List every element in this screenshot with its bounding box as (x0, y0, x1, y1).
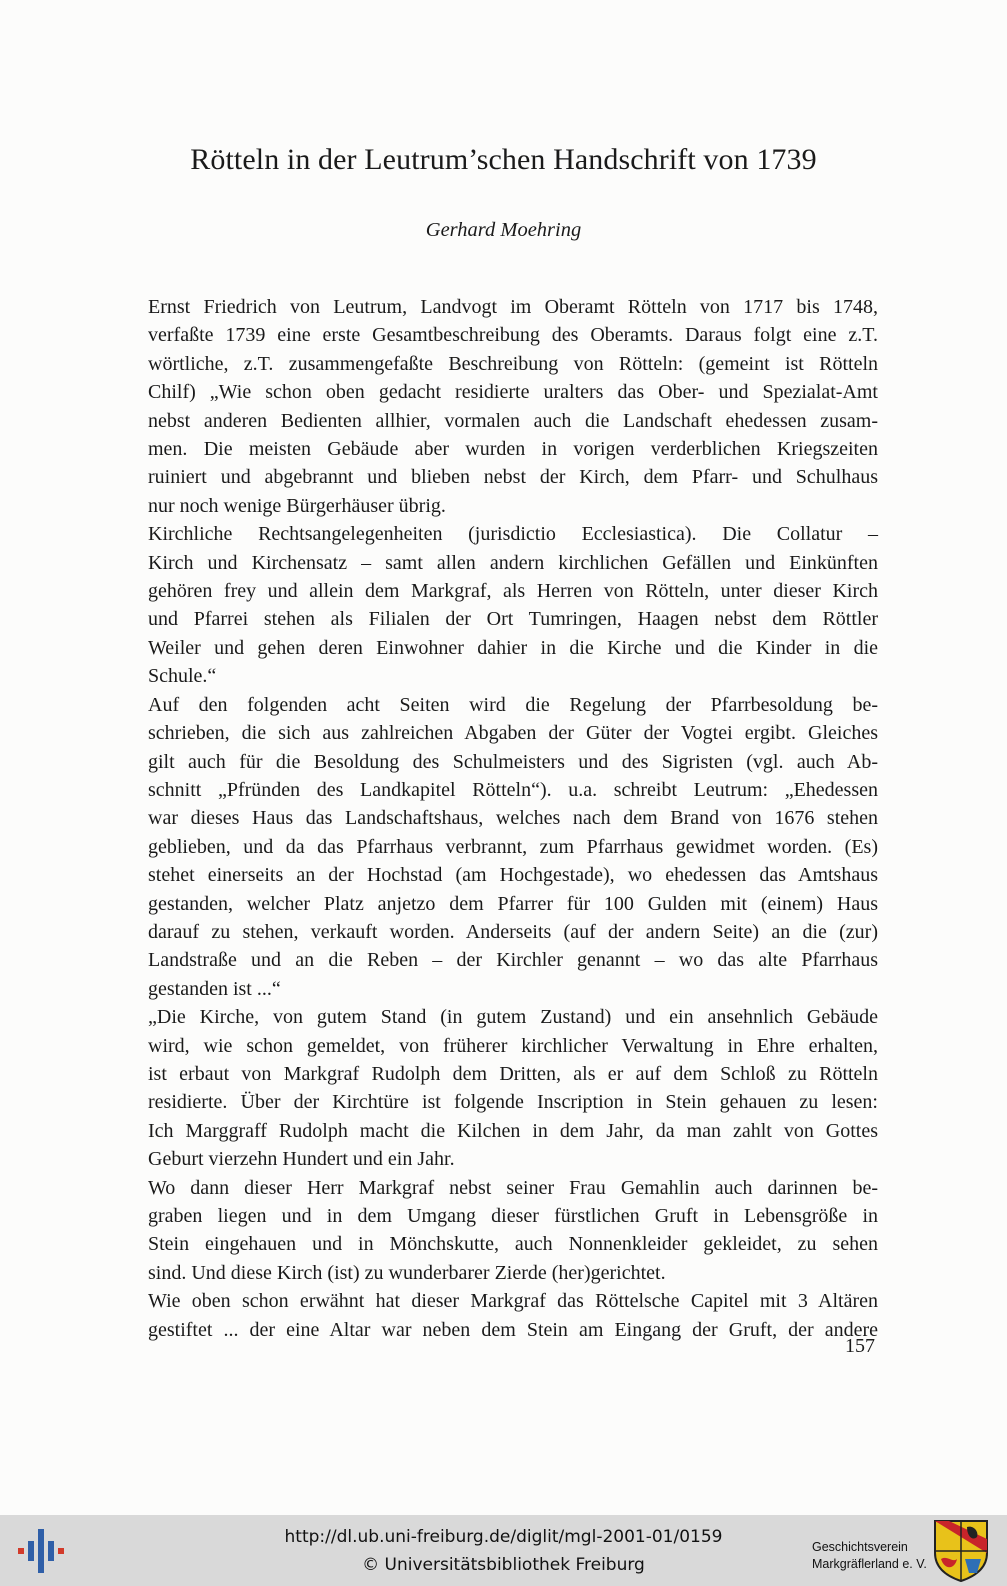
paragraph (131, 1174, 878, 1288)
footer-url-link[interactable]: http://dl.ub.uni-freiburg.de/diglit/mgl-2001-01/0159 (284, 1527, 723, 1547)
text-line: wird, wie schon gemeldet, von früherer kirchlicher Verwaltung in Ehre erhalten, (148, 1034, 878, 1057)
document-author: Gerhard Moehring (425, 219, 582, 241)
text-line: Kirchliche Rechtsangelegenheiten (jurisdictio Ecclesiastica). Die Collatur – (148, 523, 878, 546)
coat-of-arms-icon (933, 1519, 989, 1583)
text-line: residierte. Über der Kirchtüre ist folgende Inscription in Stein gehauen zu lesen: (148, 1091, 878, 1114)
text-line: Chilf) „Wie schon oben gedacht residierte uralters das Ober- und Spezialat-Amt (148, 381, 878, 404)
text-line: Auf den folgenden acht Seiten wird die Regelung der Pfarrbesoldung be- (148, 693, 878, 716)
document-title: Rötteln in der Leutrum’schen Handschrift von 1739 (190, 143, 817, 176)
text-line: nebst anderen Bedienten allhier, vormalen auch die Landschaft ehedessen zusam- (148, 409, 878, 432)
text-line: stehet einerseits an der Hochstad (am Hochgestade), wo ehedessen das Amtshaus (148, 864, 878, 887)
text-line: Ernst Friedrich von Leutrum, Landvogt im Oberamt Rötteln von 1717 bis 1748, (148, 296, 878, 318)
text-line: „Die Kirche, von gutem Stand (in gutem Zustand) und ein ansehnlich Gebäude (148, 1006, 878, 1029)
text-line: darauf zu stehen, verkauft worden. Anderseits (auf der andern Seite) an die (zur) (148, 920, 878, 943)
text-line: Ich Marggraff Rudolph macht die Kilchen in dem Jahr, da man zahlt von Gottes (148, 1119, 878, 1142)
society-line-2: Markgräflerland e. V. (812, 1557, 927, 1571)
text-line: und Pfarrei stehen als Filialen der Ort Tumringen, Haagen nebst dem Röttler (148, 608, 878, 631)
text-line: gehören frey und allein dem Markgraf, als Herren von Rötteln, unter dieser Kirch (148, 580, 878, 603)
text-line: wörtliche, z.T. zusammengefaßte Beschreibung von Rötteln: (gemeint ist Rötteln (148, 352, 878, 375)
text-line: gestiftet ... der eine Altar war neben dem Stein am Eingang der Gruft, der andere (148, 1318, 878, 1341)
text-line: war dieses Haus das Landschaftshaus, welches nach dem Brand von 1676 stehen (148, 807, 878, 830)
paragraph (131, 1287, 878, 1344)
text-line: Landstraße und an die Reben – der Kirchler genannt – wo das alte Pfarrhaus (148, 949, 878, 972)
text-line: graben liegen und in dem Umgang dieser fürstlichen Gruft in Lebensgröße in (148, 1205, 878, 1227)
paragraph (131, 691, 878, 1003)
society-line-1: Geschichtsverein (812, 1540, 908, 1554)
footer-bar (0, 1515, 1007, 1586)
text-line: Kirch und Kirchensatz – samt allen andern kirchlichen Gefällen und Einkünften (148, 551, 878, 574)
text-line: ist erbaut von Markgraf Rudolph dem Dritten, als er auf dem Schloß zu Rötteln (148, 1062, 878, 1085)
text-line: gestanden, welcher Platz anjetzo dem Pfarrer für 100 Gulden mit (einem) Haus (148, 892, 878, 915)
text-line: schnitt „Pfründen des Landkapitel Rötteln“). u.a. schreibt Leutrum: „Ehedessen (148, 778, 878, 801)
text-line: nur noch wenige Bürgerhäuser übrig. (148, 494, 446, 517)
footer-copyright: © Universitätsbibliothek Freiburg (362, 1555, 645, 1575)
text-line: Wo dann dieser Herr Markgraf nebst seiner Frau Gemahlin auch darinnen be- (148, 1176, 878, 1199)
text-line: Stein eingehauen und in Mönchskutte, auch Nonnenkleider gekleidet, zu sehen (148, 1233, 878, 1256)
text-line: verfaßte 1739 eine erste Gesamtbeschreibung des Oberamts. Daraus folgt eine z.T. (148, 324, 878, 347)
text-line: Wie oben schon erwähnt hat dieser Markgraf das Röttelsche Capitel mit 3 Altären (148, 1290, 878, 1313)
page-number: 157 (845, 1335, 875, 1357)
text-line: gilt auch für die Besoldung des Schulmeisters und des Sigristen (vgl. auch Ab- (148, 750, 878, 773)
paragraph (131, 293, 878, 520)
text-line: sind. Und diese Kirch (ist) zu wunderbarer Zierde (her)gerichtet. (148, 1261, 666, 1284)
society-name (812, 1539, 927, 1573)
text-line: men. Die meisten Gebäude aber wurden in vorigen verderblichen Kriegszeiten (148, 438, 878, 461)
text-line: Weiler und gehen deren Einwohner dahier in die Kirche und die Kinder in die (148, 636, 878, 659)
text-line: Schule.“ (148, 665, 217, 688)
text-line: ruiniert und abgebrannt und blieben nebst der Kirch, dem Pfarr- und Schulhaus (148, 466, 878, 489)
text-line: schrieben, die sich aus zahlreichen Abgaben der Güter der Vogtei ergibt. Gleiches (148, 722, 878, 745)
text-line: geblieben, und da das Pfarrhaus verbrannt, zum Pfarrhaus gewidmet worden. (Es) (148, 835, 878, 858)
paragraph (131, 1003, 878, 1173)
document-body (131, 293, 878, 1344)
paragraph (131, 520, 878, 690)
text-line: Geburt vierzehn Hundert und ein Jahr. (148, 1148, 455, 1171)
text-line: gestanden ist ...“ (148, 977, 281, 1000)
